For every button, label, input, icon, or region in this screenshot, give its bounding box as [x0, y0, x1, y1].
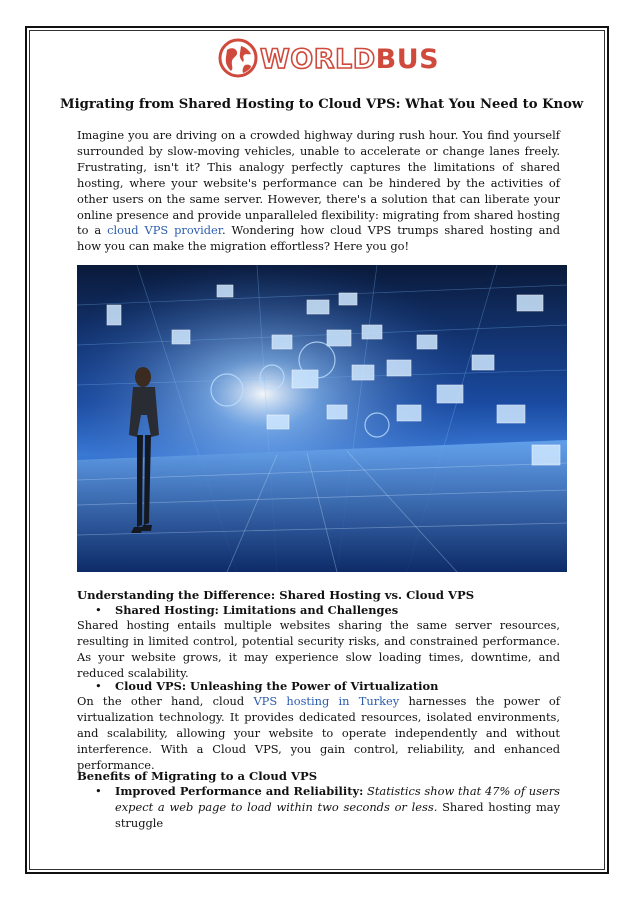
bullet-marker: • — [95, 603, 102, 617]
bullet-label: Improved Performance and Reliability: — [115, 784, 364, 798]
bullet-shared-hosting — [95, 603, 398, 617]
statistic-text: Statistics show that 47% of users expect a web page to load within two seconds or less. — [115, 784, 561, 814]
section-heading-benefits: Benefits of Migrating to a Cloud VPS — [77, 769, 318, 783]
logo-wordmark — [260, 44, 439, 75]
intro-paragraph — [77, 128, 560, 255]
section-heading-difference: Understanding the Difference: Shared Hosting vs. Cloud VPS — [77, 588, 475, 602]
cloud-vps-paragraph — [77, 694, 560, 774]
logo-world-text: WORLD — [260, 44, 376, 75]
hero-image — [77, 265, 567, 572]
globe-icon — [218, 38, 258, 78]
cloud-vps-text-start: On the other hand, cloud — [77, 694, 254, 708]
bullet-marker: • — [95, 784, 102, 798]
page-title: Migrating from Shared Hosting to Cloud VPS: What You Need to Know — [60, 97, 584, 112]
bullet-marker: • — [95, 679, 102, 693]
bullet-tail-text: Shared hosting may struggle — [115, 799, 560, 830]
intro-text-end: . Wondering how cloud VPS trumps shared hosting and how you can make the migration effortless? Here you go! — [77, 223, 561, 254]
logo-bus-text: BUS — [375, 44, 440, 75]
bullet-cloud-vps — [95, 679, 438, 693]
intro-text-start: Imagine you are driving on a crowded highway during rush hour. You find yourself surrounded by slow-moving vehicles, unable to accelerate or change lanes freely. Frustrating, isn't it? This analogy perfectly captures the limitations of shared hosting, where your website's performance can be hindered by the activities of other users on the same server. However, there's a solution that can liberate your online presence and provide unparalleled flexibility: migrating from shared hosting to a — [77, 128, 560, 238]
vps-hosting-turkey-link[interactable]: VPS hosting in Turkey — [253, 694, 400, 708]
shared-hosting-paragraph: Shared hosting entails multiple websites sharing the same server resources, resulting in limited control, potential security risks, and constrained performance. As your website grows, it may experience slow loading times, downtime, and reduced scalability. — [77, 618, 560, 680]
cloud-vps-text-end: harnesses the power of virtualization technology. It provides dedicated resources, isolated environments, and scalability, allowing your website to operate independently and without interference. With a Cloud VPS, you gain control, reliability, and enhanced performance. — [77, 694, 560, 772]
worldbus-logo — [218, 38, 440, 80]
bullet-improved-performance — [95, 784, 560, 832]
cloud-vps-provider-link[interactable]: cloud VPS provider — [107, 223, 222, 238]
bullet-label: Cloud VPS: Unleashing the Power of Virtualization — [115, 679, 439, 693]
bullet-label: Shared Hosting: Limitations and Challenges — [115, 603, 399, 617]
